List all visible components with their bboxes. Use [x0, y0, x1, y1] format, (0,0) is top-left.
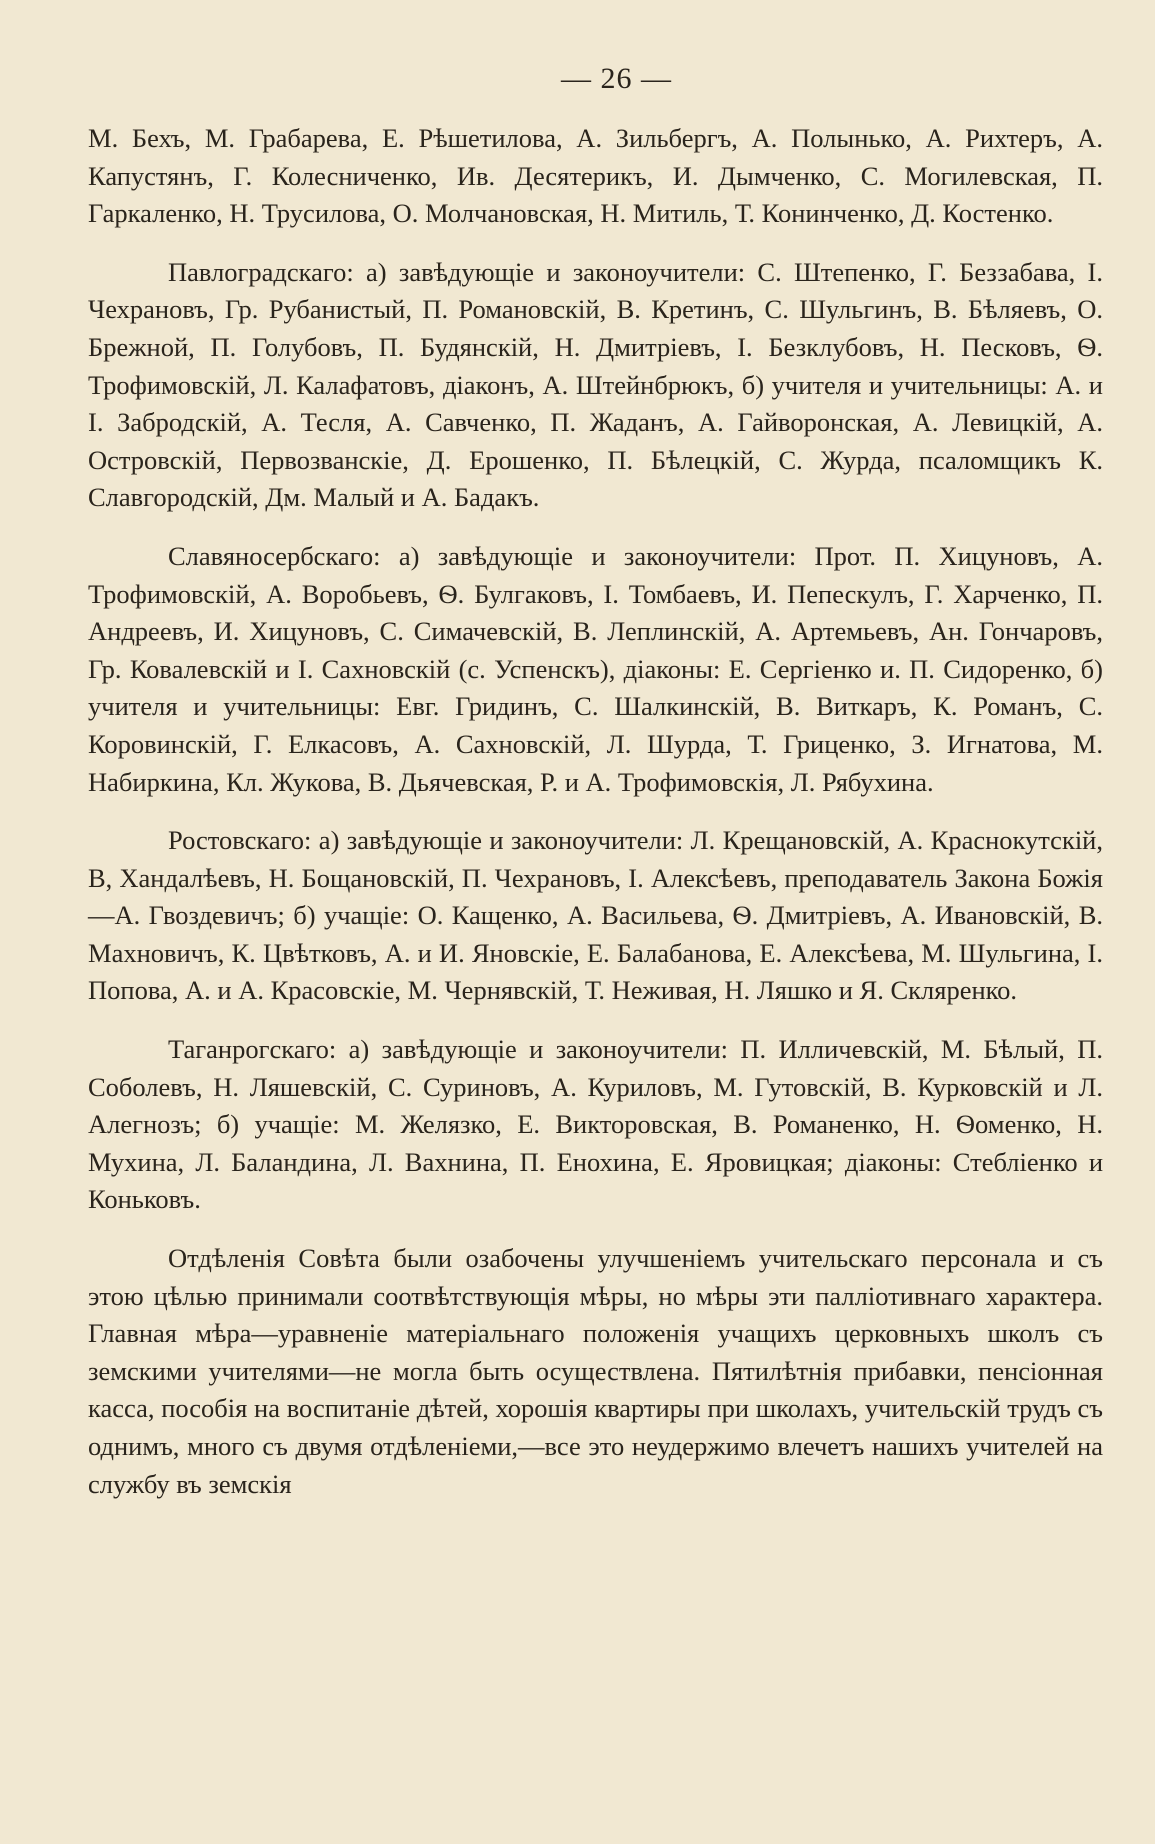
- paragraph-council-measures: Отдѣленія Совѣта были озабочены улучшеніемъ учительскаго персонала и съ этою цѣлью принимали соотвѣтствующія мѣры, но мѣры эти палліотивнаго характера. Главная мѣра—уравненіе матеріальнаго положенія учащихъ церковныхъ школъ съ земскими учителями—не могла быть осуществлена. Пятилѣтнія прибавки, пенсіонная касса, пособія на воспитаніе дѣтей, хорошія квартиры при школахъ, учительскій трудъ съ однимъ, много съ двумя отдѣленіеми,—все это неудержимо влечетъ нашихъ учителей на службу въ земскія: [88, 1243, 1103, 1499]
- paragraph-gap: [88, 517, 1105, 538]
- paragraph-taganrog: Таганрогскаго: а) завѣдующіе и законоучители: П. Илличевскій, М. Бѣлый, П. Соболевъ, Н. Ляшевскій, С. Суриновъ, А. Куриловъ, М. Гутовскій, В. Курковскій и Л. Алегнозъ; б) учащіе: М. Желязко, Е. Викторовская, В. Романенко, Н. Ѳоменко, Н. Мухина, Л. Баландина, Л. Вахнина, П. Енохина, Е. Яровицкая; діаконы: Стебліенко и Коньковъ.: [88, 1034, 1103, 1215]
- paragraph-names-continued: М. Бехъ, М. Грабарева, Е. Рѣшетилова, А. Зильбергъ, А. Полынько, А. Рихтеръ, А. Капустянъ, Г. Колесниченко, Ив. Десятерикъ, И. Дымченко, С. Могилевская, П. Гаркаленко, Н. Трусилова, О. Молчановская, Н. Митиль, Т. Конинченко, Д. Костенко.: [88, 123, 1103, 229]
- paragraph-gap: [88, 801, 1105, 822]
- paragraph-gap: [88, 1010, 1105, 1031]
- paragraph-gap: [88, 1219, 1105, 1240]
- paragraph-rostov: Ростовскаго: а) завѣдующіе и законоучители: Л. Крещановскій, А. Краснокутскій, В, Хандалѣевъ, Н. Бощановскій, П. Чехрановъ, І. Алексѣевъ, преподаватель Закона Божія—А. Гвоздевичъ; б) учащіе: О. Кащенко, А. Васильева, Ѳ. Дмитріевъ, А. Ивановскій, В. Махновичъ, К. Цвѣтковъ, А. и И. Яновскіе, Е. Балабанова, Е. Алексѣева, М. Шульгина, І. Попова, А. и А. Красовскіе, М. Чернявскій, Т. Неживая, Н. Ляшко и Я. Скляренко.: [88, 825, 1103, 1006]
- paragraph-pavlograd: Павлоградскаго: а) завѣдующіе и законоучители: С. Штепенко, Г. Беззабава, І. Чехрановъ, Гр. Рубанистый, П. Романовскій, В. Кретинъ, С. Шульгинъ, В. Бѣляевъ, О. Брежной, П. Голубовъ, П. Будянскій, Н. Дмитріевъ, І. Безклубовъ, Н. Песковъ, Ѳ. Трофимовскій, Л. Калафатовъ, діаконъ, А. Штейнбрюкъ, б) учителя и учительницы: А. и І. Забродскій, А. Тесля, А. Савченко, П. Жаданъ, А. Гайворонская, А. Левицкій, А. Островскій, Первозванскіе, Д. Ерошенко, П. Бѣлецкій, С. Журда, псаломщикъ К. Славгородскій, Дм. Малый и А. Бадакъ.: [88, 256, 1103, 513]
- paragraph-slavyanoserbsk: Славяносербскаго: а) завѣдующіе и законоучители: Прот. П. Хицуновъ, А. Трофимовскій, А. Воробьевъ, Ѳ. Булгаковъ, І. Томбаевъ, И. Пепескулъ, Г. Харченко, П. Андреевъ, И. Хицуновъ, С. Симачевскій, В. Леплинскій, А. Артемьевъ, Ан. Гончаровъ, Гр. Ковалевскій и І. Сахновскій (с. Успенскъ), діаконы: Е. Сергіенко и. П. Сидоренко, б) учителя и учительницы: Евг. Гридинъ, С. Шалкинскій, В. Виткаръ, К. Романъ, С. Коровинскій, Г. Елкасовъ, А. Сахновскій, Л. Шурда, Т. Гриценко, З. Игнатова, М. Набиркина, Кл. Жукова, В. Дьячевская, Р. и А. Трофимовскія, Л. Рябухина.: [88, 540, 1103, 797]
- paragraph-gap: [88, 233, 1105, 254]
- page-number: — 26 —: [561, 62, 672, 95]
